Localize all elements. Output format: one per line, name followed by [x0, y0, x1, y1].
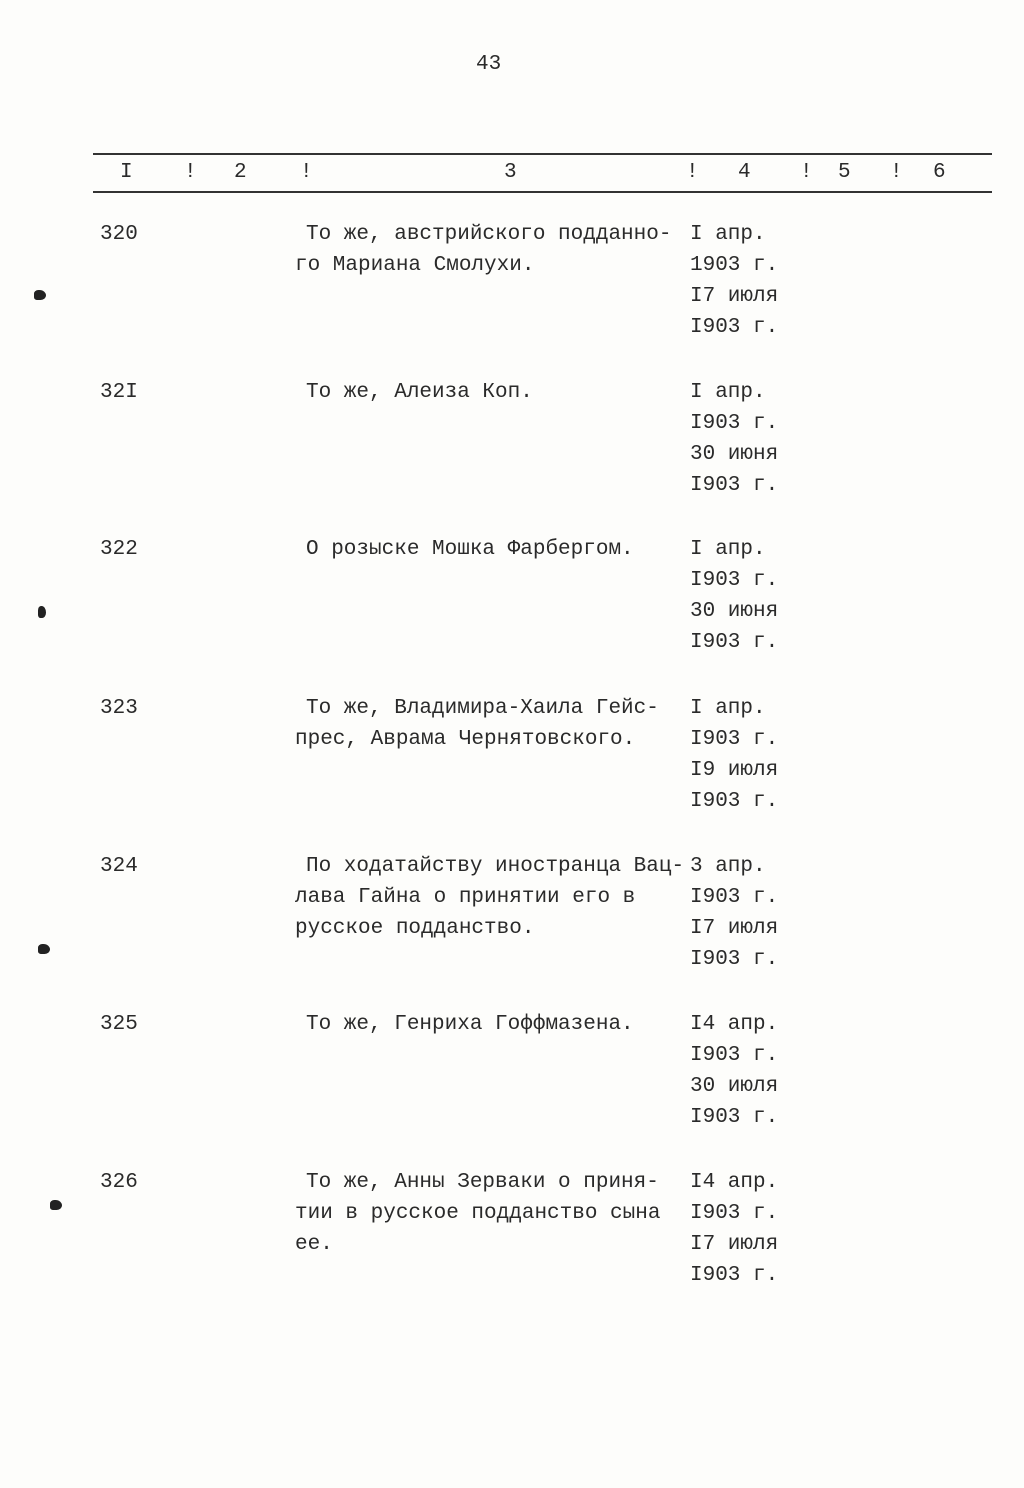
description-line: тии в русское подданство сына — [295, 1202, 661, 1225]
date-line: 1903 г. — [690, 254, 779, 277]
date-line: I903 г. — [690, 1202, 779, 1225]
entry-description — [295, 534, 634, 565]
date-line: 30 июня — [690, 443, 779, 466]
list-item — [0, 693, 1024, 843]
date-line: I апр. — [690, 223, 766, 246]
description-line: То же, Генриха Гоффмазена. — [306, 1013, 634, 1036]
entry-description — [295, 377, 533, 408]
column-separator: ! — [300, 161, 313, 184]
date-line: 30 июля — [690, 1075, 779, 1098]
entry-dates — [690, 1009, 778, 1133]
column-separator: ! — [184, 161, 197, 184]
entry-dates — [690, 693, 778, 817]
date-line: I4 апр. — [690, 1171, 779, 1194]
date-line: I903 г. — [690, 569, 779, 592]
list-item — [0, 851, 1024, 1001]
list-item — [0, 1167, 1024, 1317]
punch-hole-mark — [50, 1200, 62, 1210]
date-line: I7 июля — [690, 285, 779, 308]
description-line: ее. — [295, 1233, 333, 1256]
punch-hole-mark — [38, 606, 46, 618]
entry-number: 320 — [100, 223, 138, 246]
entry-dates — [690, 377, 778, 501]
entry-number: 322 — [100, 538, 138, 561]
column-header-6: 6 — [933, 161, 946, 184]
description-line: лава Гайна о принятии его в — [295, 886, 636, 909]
description-line: го Мариана Смолухи. — [295, 254, 535, 277]
entry-dates — [690, 851, 778, 975]
description-line: По ходатайству иностранца Вац- — [306, 855, 685, 878]
date-line: I903 г. — [690, 1044, 779, 1067]
header-bottom-rule — [93, 191, 992, 193]
date-line: 30 июня — [690, 600, 779, 623]
date-line: I апр. — [690, 381, 766, 404]
date-line: I903 г. — [690, 412, 779, 435]
entry-description — [295, 693, 659, 755]
date-line: I7 июля — [690, 917, 779, 940]
list-item — [0, 534, 1024, 684]
entry-number: 324 — [100, 855, 138, 878]
entry-dates — [690, 1167, 778, 1291]
entry-description — [295, 851, 684, 944]
entry-description — [295, 219, 671, 281]
entry-number: 325 — [100, 1013, 138, 1036]
date-line: I903 г. — [690, 474, 779, 497]
entry-dates — [690, 219, 778, 343]
date-line: I7 июля — [690, 1233, 779, 1256]
column-header-5: 5 — [838, 161, 851, 184]
column-header-2: 2 — [234, 161, 247, 184]
date-line: I903 г. — [690, 948, 779, 971]
page-number: 43 — [476, 53, 502, 76]
date-line: I4 апр. — [690, 1013, 779, 1036]
entry-description — [295, 1167, 660, 1260]
description-line: То же, Анны Зерваки о приня- — [306, 1171, 659, 1194]
column-separator: ! — [890, 161, 903, 184]
entry-number: 326 — [100, 1171, 138, 1194]
date-line: I903 г. — [690, 1264, 779, 1287]
date-line: I апр. — [690, 697, 766, 720]
description-line: О розыске Мошка Фарбергом. — [306, 538, 634, 561]
entry-description — [295, 1009, 634, 1040]
list-item — [0, 377, 1024, 527]
description-line: То же, австрийского подданно- — [306, 223, 672, 246]
date-line: I9 июля — [690, 759, 779, 782]
date-line: I903 г. — [690, 728, 779, 751]
date-line: I903 г. — [690, 886, 779, 909]
date-line: 3 апр. — [690, 855, 766, 878]
column-header-1: I — [120, 161, 133, 184]
column-separator: ! — [800, 161, 813, 184]
column-header-3: 3 — [504, 161, 517, 184]
column-header-4: 4 — [738, 161, 751, 184]
date-line: I903 г. — [690, 631, 779, 654]
list-item — [0, 1009, 1024, 1159]
description-line: То же, Владимира-Хаила Гейс- — [306, 697, 659, 720]
date-line: I903 г. — [690, 1106, 779, 1129]
punch-hole-mark — [38, 944, 50, 954]
description-line: То же, Алеиза Коп. — [306, 381, 533, 404]
column-separator: ! — [686, 161, 699, 184]
entry-number: 32I — [100, 381, 138, 404]
description-line: прес, Аврама Чернятовского. — [295, 728, 636, 751]
date-line: I903 г. — [690, 316, 779, 339]
entry-dates — [690, 534, 778, 658]
date-line: I апр. — [690, 538, 766, 561]
header-top-rule — [93, 153, 992, 155]
date-line: I903 г. — [690, 790, 779, 813]
list-item — [0, 219, 1024, 369]
punch-hole-mark — [34, 290, 46, 300]
entry-number: 323 — [100, 697, 138, 720]
description-line: русское подданство. — [295, 917, 535, 940]
